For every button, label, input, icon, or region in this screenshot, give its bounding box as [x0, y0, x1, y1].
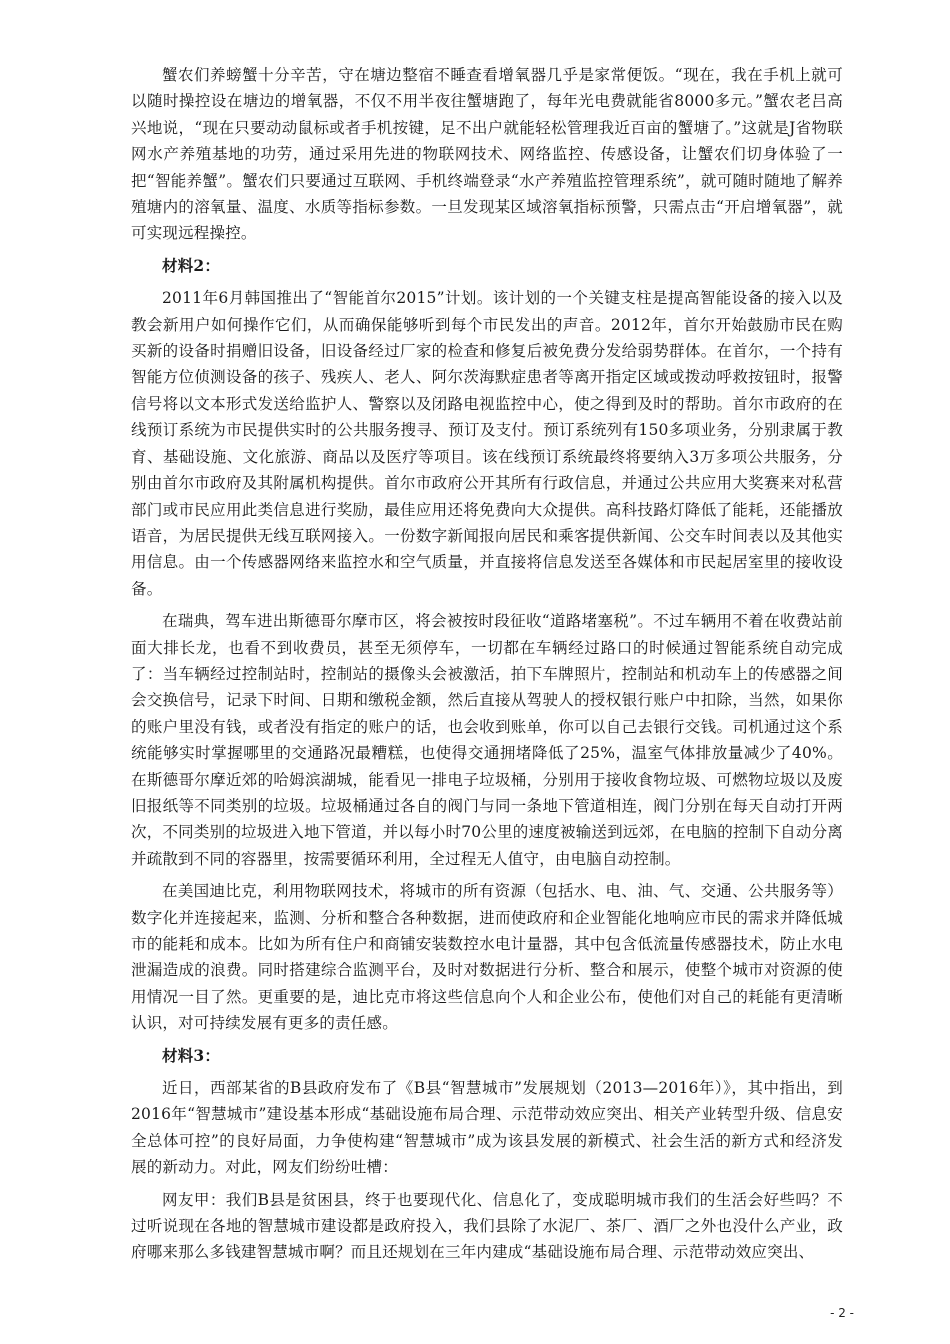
document-page [131, 62, 843, 1272]
paragraph-seoul: 2011年6月韩国推出了“智能首尔2015”计划。该计划的一个关键支柱是提高智能设备的接入以及教会新用户如何操作它们，从而确保能够听到每个市民发出的声音。2012年，首尔开始鼓励市民在购买新的设备时捐赠旧设备，旧设备经过厂家的检查和修复后被免费分发给弱势群体。在首尔，一个持有智能方位侦测设备的孩子、残疾人、老人、阿尔茨海默症患者等离开指定区域或拨动呼救按钮时，报警信号将以文本形式发送给监护人、警察以及闭路电视监控中心，使之得到及时的帮助。首尔市政府的在线预订系统为市民提供实时的公共服务搜寻、预订及支付。预订系统列有150多项业务，分别隶属于教育、基础设施、文化旅游、商品以及医疗等项目。该在线预订系统最终将要纳入3万多项公共服务，分别由首尔市政府及其附属机构提供。首尔市政府公开其所有行政信息，并通过公共应用大奖赛来对私营部门或市民应用此类信息进行奖励，最佳应用还将免费向大众提供。高科技路灯降低了能耗，还能播放语音，为居民提供无线互联网接入。一份数字新闻报向居民和乘客提供新闻、公交车时间表以及其他实用信息。由一个传感器网络来监控水和空气质量，并直接将信息发送至各媒体和市民起居室里的接收设备。 [131, 289, 843, 598]
material-3-heading: 材料3： [162, 1045, 221, 1065]
paragraph-b-county: 近日，西部某省的B县政府发布了《B县“智慧城市”发展规划（2013—2016年）》，其中指出，到2016年“智慧城市”建设基本形成“基础设施布局合理、示范带动效应突出、相关产业转型升级、信息安全总体可控”的良好局面，力争使构建“智慧城市”成为该县发展的新模式、社会生活的新方式和经济发展的新动力。对此，网友们纷纷吐槽： [131, 1079, 843, 1177]
paragraph-netizen-a: 网友甲：我们B县是贫困县，终于也要现代化、信息化了，变成聪明城市我们的生活会好些吗？不过听说现在各地的智慧城市建设都是政府投入，我们县除了水泥厂、茶厂、酒厂之外也没什么产业，政府哪来那么多钱建智慧城市啊？而且还规划在三年内建成“基础设施布局合理、示范带动效应突出、 [131, 1190, 843, 1262]
paragraph-stockholm: 在瑞典，驾车进出斯德哥尔摩市区，将会被按时段征收“道路堵塞税”。不过车辆用不着在收费站前面大排长龙，也看不到收费员，甚至无须停车，一切都在车辆经过路口的时候通过智能系统自动完成了：当车辆经过控制站时，控制站的摄像头会被激活，拍下车牌照片，控制站和机动车上的传感器之间会交换信号，记录下时间、日期和缴税金额，然后直接从驾驶人的授权银行账户中扣除，当然，如果你的账户里没有钱，或者没有指定的账户的话，也会收到账单，你可以自己去银行交钱。司机通过这个系统能够实时掌握哪里的交通路况最糟糕，也使得交通拥堵降低了25%，温室气体排放量减少了40%。在斯德哥尔摩近郊的哈姆滨湖城，能看见一排电子垃圾桶，分别用于接收食物垃圾、可燃物垃圾以及废旧报纸等不同类别的垃圾。垃圾桶通过各自的阀门与同一条地下管道相连，阀门分别在每天自动打开两次，不同类别的垃圾进入地下管道，并以每小时70公里的速度被输送到远郊，在电脑的控制下自动分离并疏散到不同的容器里，按需要循环利用，全过程无人值守，由电脑自动控制。 [131, 612, 843, 868]
page-number: - 2 - [830, 1306, 854, 1320]
paragraph-crab-farming: 蟹农们养螃蟹十分辛苦，守在塘边整宿不睡查看增氧器几乎是家常便饭。“现在，我在手机上就可以随时操控设在塘边的增氧器，不仅不用半夜往蟹塘跑了，每年光电费就能省8000多元。”蟹农老吕高兴地说，“现在只要动动鼠标或者手机按键，足不出户就能轻松管理我近百亩的蟹塘了。”这就是J省物联网水产养殖基地的功劳，通过采用先进的物联网技术、网络监控、传感设备，让蟹农们切身体验了一把“智能养蟹”。蟹农们只要通过互联网、手机终端登录“水产养殖监控管理系统”，就可随时随地了解养殖塘内的溶氧量、温度、水质等指标参数。一旦发现某区域溶氧指标预警，只需点击“开启增氧器”，就可实现远程操控。 [131, 66, 843, 243]
material-2-heading: 材料2： [162, 255, 221, 275]
paragraph-dubuque: 在美国迪比克，利用物联网技术，将城市的所有资源（包括水、电、油、气、交通、公共服务等）数字化并连接起来，监测、分析和整合各种数据，进而使政府和企业智能化地响应市民的需求并降低城市的能耗和成本。比如为所有住户和商铺安装数控水电计量器，其中包含低流量传感器技术，防止水电泄漏造成的浪费。同时搭建综合监测平台，及时对数据进行分析、整合和展示，使整个城市对资源的使用情况一目了然。更重要的是，迪比克市将这些信息向个人和企业公布，使他们对自己的耗能有更清晰认识，对可持续发展有更多的责任感。 [131, 882, 843, 1033]
